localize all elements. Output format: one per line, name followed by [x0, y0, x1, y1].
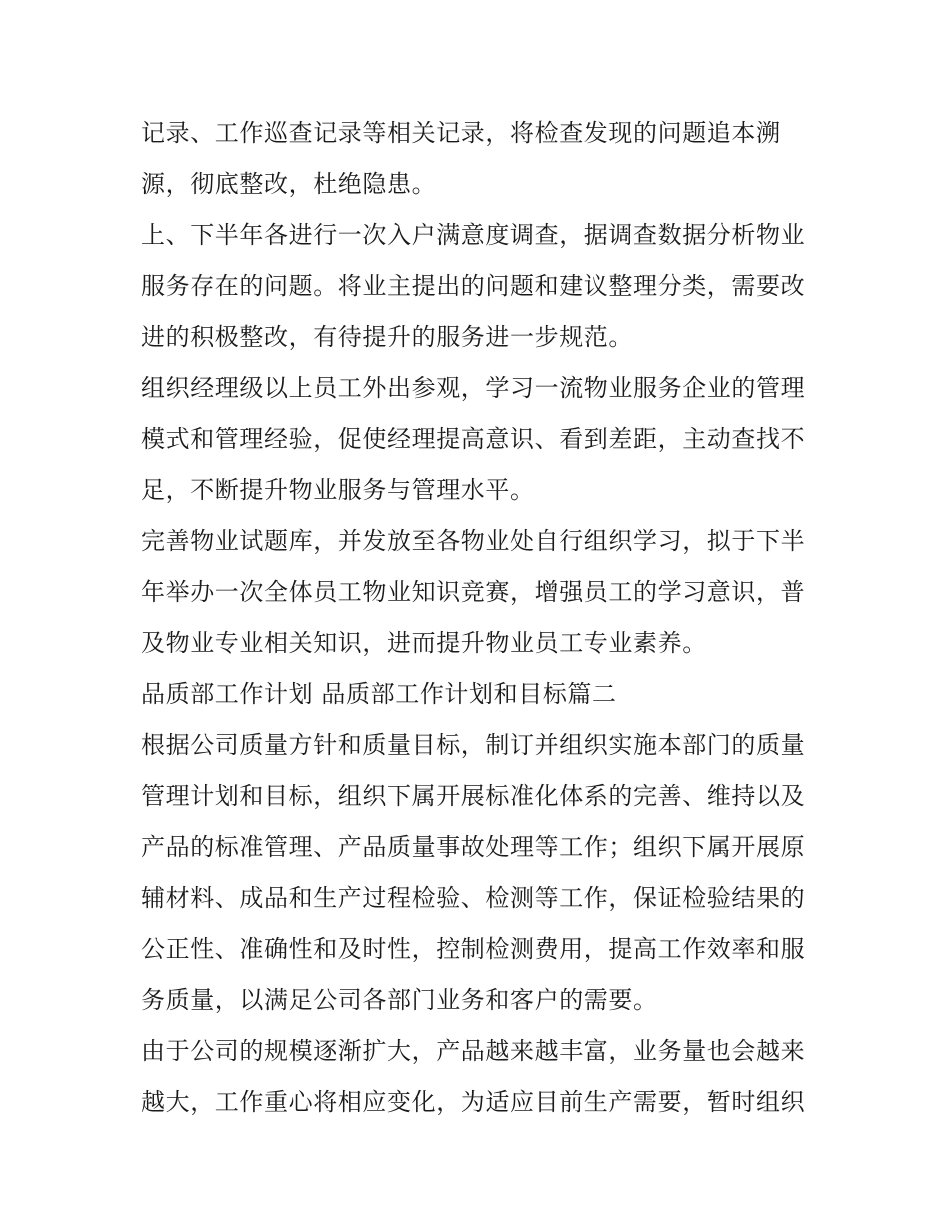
text-line: 及物业专业相关知识，进而提升物业员工专业素养。	[141, 629, 707, 657]
text-line: 越大，工作重心将相应变化，为适应目前生产需要，暂时组织	[141, 1088, 806, 1116]
text-line: 组织经理级以上员工外出参观，学习一流物业服务企业的管理	[141, 374, 806, 402]
section-heading: 品质部工作计划 品质部工作计划和目标篇二	[141, 680, 617, 708]
text-line: 辅材料、成品和生产过程检验、检测等工作，保证检验结果的	[141, 884, 806, 912]
text-line: 年举办一次全体员工物业知识竞赛，增强员工的学习意识，普	[141, 578, 806, 606]
text-line: 源，彻底整改，杜绝隐患。	[141, 170, 437, 198]
text-line: 记录、工作巡查记录等相关记录，将检查发现的问题追本溯	[141, 119, 781, 147]
text-line: 足，不断提升物业服务与管理水平。	[141, 476, 535, 504]
text-line: 务质量，以满足公司各部门业务和客户的需要。	[141, 986, 658, 1014]
text-line: 产品的标准管理、产品质量事故处理等工作；组织下属开展原	[141, 833, 806, 861]
text-line: 模式和管理经验，促使经理提高意识、看到差距，主动查找不	[141, 425, 806, 453]
text-line: 管理计划和目标，组织下属开展标准化体系的完善、维持以及	[141, 782, 806, 810]
text-line: 完善物业试题库，并发放至各物业处自行组织学习，拟于下半	[141, 527, 806, 555]
text-line: 由于公司的规模逐渐扩大，产品越来越丰富，业务量也会越来	[141, 1037, 806, 1065]
text-line: 进的积极整改，有待提升的服务进一步规范。	[141, 323, 633, 351]
text-line: 服务存在的问题。将业主提出的问题和建议整理分类，需要改	[141, 272, 806, 300]
text-line: 上、下半年各进行一次入户满意度调查，据调查数据分析物业	[141, 221, 806, 249]
text-line: 公正性、准确性和及时性，控制检测费用，提高工作效率和服	[141, 935, 806, 963]
text-line: 根据公司质量方针和质量目标，制订并组织实施本部门的质量	[141, 731, 806, 759]
document-body	[141, 108, 821, 1128]
